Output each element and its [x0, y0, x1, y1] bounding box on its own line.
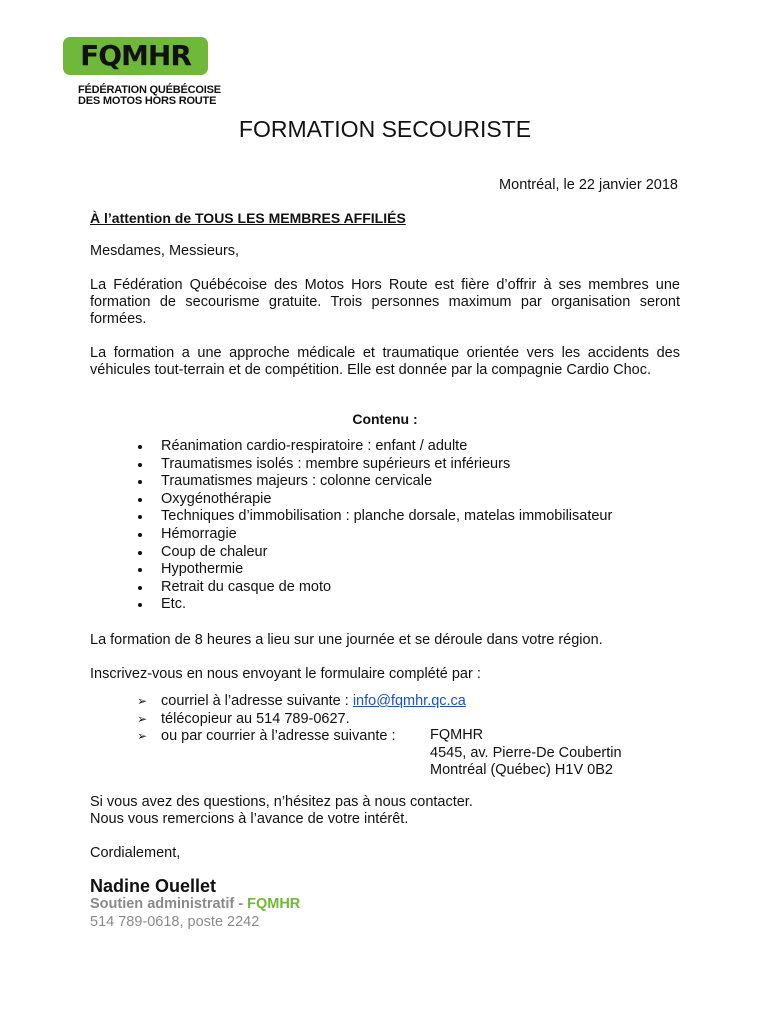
signature-separator: -: [234, 896, 248, 912]
closing-line-1: Si vous avez des questions, n’hésitez pas à nous contacter.: [90, 794, 473, 810]
list-item: Retrait du casque de moto: [135, 579, 612, 597]
list-item: Hypothermie: [135, 561, 612, 579]
contenu-heading: Contenu :: [352, 411, 418, 427]
contact-methods: [137, 693, 466, 746]
email-link[interactable]: info@fqmhr.qc.ca: [352, 693, 466, 709]
arrow-bullet-icon: ➢: [137, 711, 148, 726]
logo-subtitle-line-2: DES MOTOS HORS ROUTE: [78, 95, 217, 107]
list-item: Etc.: [135, 596, 612, 614]
logo-wordmark: FQMHR: [80, 39, 191, 72]
signature-name: Nadine Ouellet: [90, 876, 217, 896]
contact-fax-item: [137, 711, 466, 729]
email-prefix: courriel à l’adresse suivante :: [161, 693, 353, 709]
address-line: FQMHR: [430, 727, 484, 743]
mail-text: ou par courrier à l’adresse suivante :: [161, 728, 396, 744]
list-item: Oxygénothérapie: [135, 491, 612, 509]
signature-role-text: Soutien administratif: [90, 896, 235, 912]
list-item: Traumatismes isolés : membre supérieurs et inférieurs: [135, 456, 612, 474]
list-item: Réanimation cardio-respiratoire : enfant / adulte: [135, 438, 612, 456]
signature-org: FQMHR: [247, 896, 301, 912]
address-line: Montréal (Québec) H1V 0B2: [430, 762, 613, 778]
list-item: Traumatismes majeurs : colonne cervicale: [135, 473, 612, 491]
fax-text: télécopieur au 514 789-0627.: [161, 710, 350, 727]
signature-phone: 514 789-0618, poste 2242: [90, 914, 260, 930]
letter-date: Montréal, le 22 janvier 2018: [499, 177, 678, 193]
address-line: 4545, av. Pierre-De Coubertin: [430, 744, 622, 761]
list-item: Techniques d’immobilisation : planche dorsale, matelas immobilisateur: [135, 508, 612, 526]
page-title: FORMATION SECOURISTE: [238, 116, 532, 142]
cordialement: Cordialement,: [90, 845, 181, 861]
contenu-list: [135, 438, 612, 614]
signature-role: [90, 896, 300, 912]
closing-line-2: Nous vous remercions à l’avance de votre intérêt.: [90, 811, 409, 827]
attention-line: À l’attention de TOUS LES MEMBRES AFFILIÉS: [90, 210, 406, 226]
salutation: Mesdames, Messieurs,: [90, 243, 240, 259]
arrow-bullet-icon: ➢: [137, 729, 148, 743]
list-item: Coup de chaleur: [135, 544, 612, 562]
approach-paragraph: La formation a une approche médicale et traumatique orientée vers les accidents des véhicules tout-terrain et de compétition. Elle est donnée par la compagnie Cardio Choc.: [90, 345, 680, 378]
intro-paragraph: La Fédération Québécoise des Motos Hors Route est fière d’offrir à ses membres une formation de secourisme gratuite. Trois personnes maximum par organisation seront formées.: [90, 277, 680, 327]
signup-paragraph: Inscrivez-vous en nous envoyant le formulaire complété par :: [90, 666, 481, 682]
logo-badge: [63, 37, 208, 75]
contact-email-item: [137, 693, 466, 711]
logo-subtitle-line-1: FÉDÉRATION QUÉBÉCOISE: [78, 84, 221, 96]
list-item: Hémorragie: [135, 526, 612, 544]
arrow-bullet-icon: ➢: [137, 694, 148, 708]
mailing-address: [430, 727, 622, 780]
contact-mail-item: [137, 728, 466, 746]
duration-paragraph: La formation de 8 heures a lieu sur une journée et se déroule dans votre région.: [90, 632, 603, 648]
logo-subtitle: [78, 85, 221, 107]
